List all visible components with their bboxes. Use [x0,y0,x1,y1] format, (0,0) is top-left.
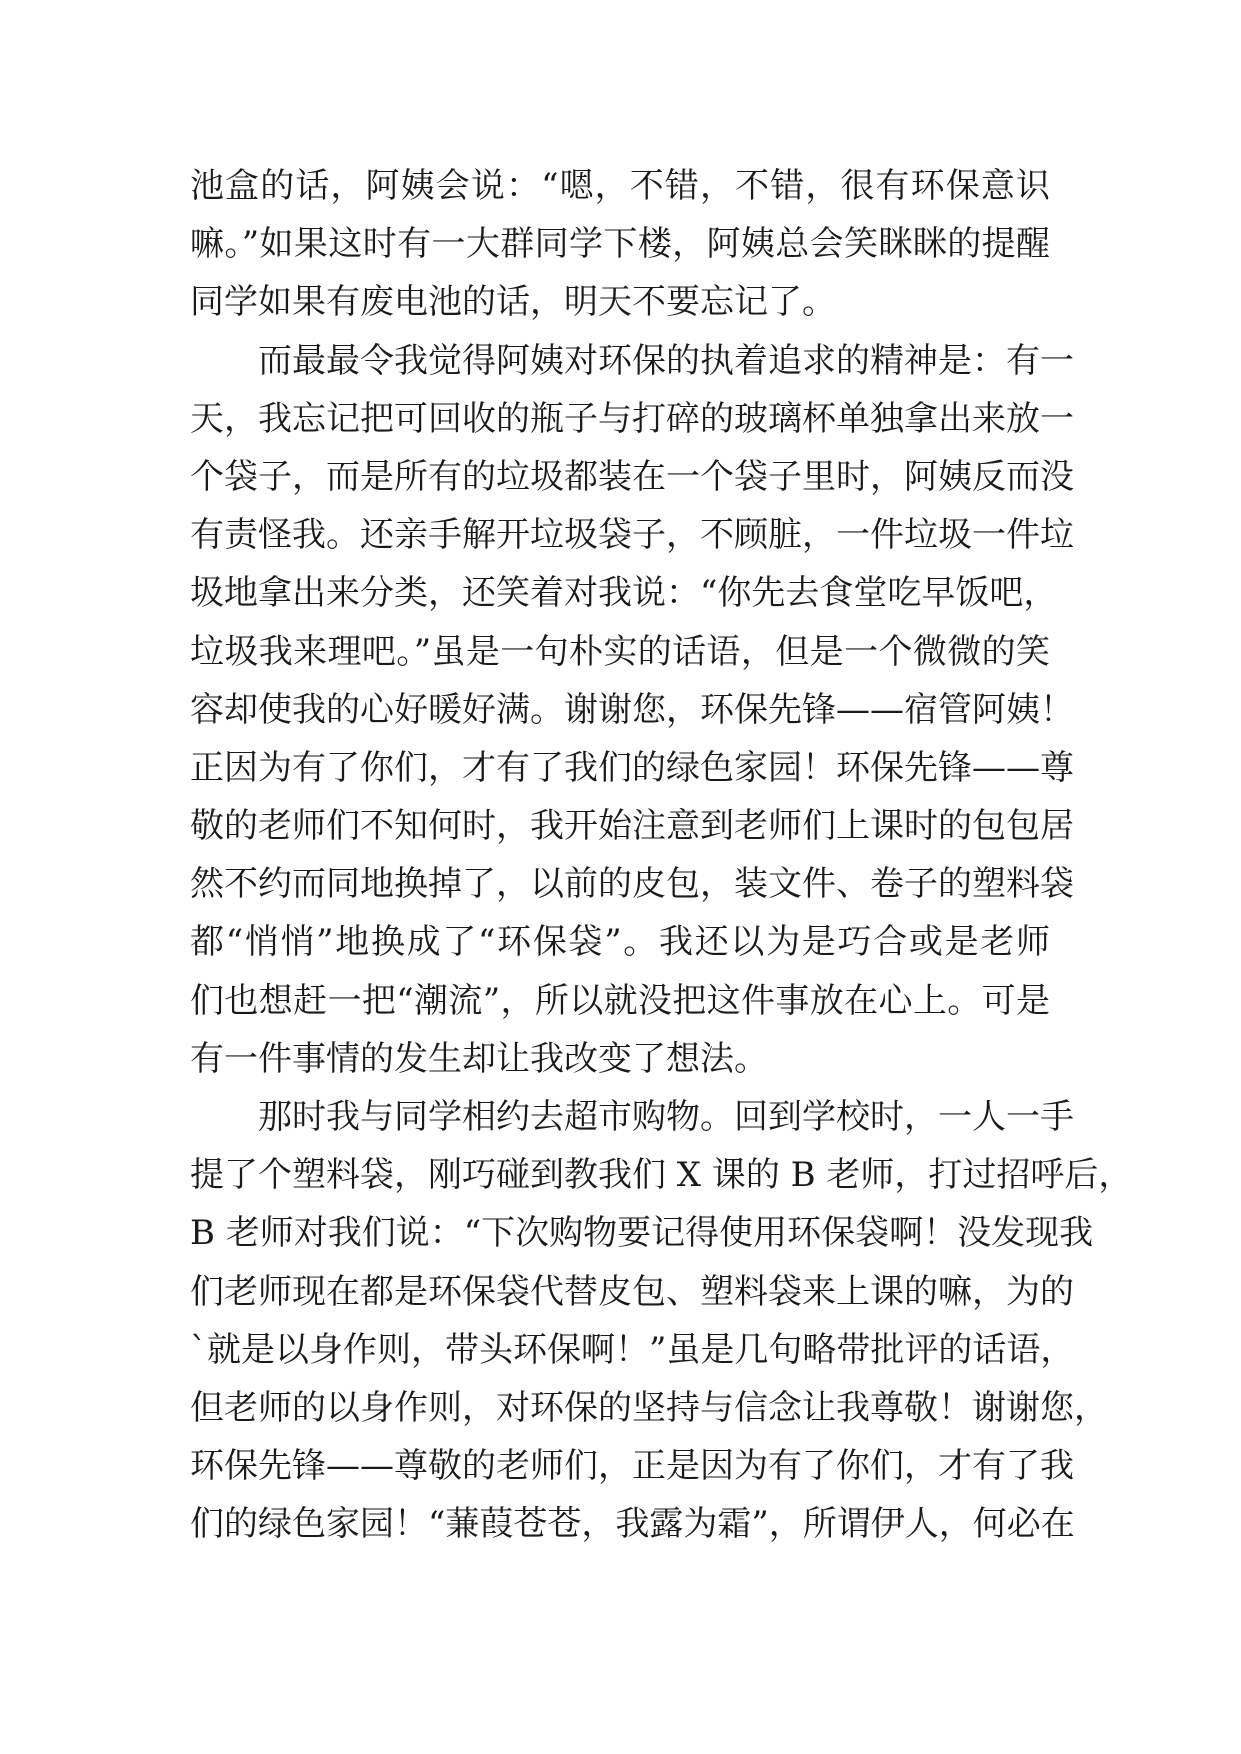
text-line: 但老师的以身作则，对环保的坚持与信念让我尊敬！谢谢您， [190,1387,1108,1428]
text-line: 提了个塑料袋，刚巧碰到教我们 X 课的 B 老师，打过招呼后， [190,1155,1133,1196]
text-line: 有责怪我。还亲手解开垃圾袋子，不顾脏，一件垃圾一件垃 [190,515,1074,556]
text-line: 天，我忘记把可回收的瓶子与打碎的玻璃杯单独拿出来放一 [190,398,1074,439]
text-line: `就是以身作则，带头环保啊！”虽是几句略带批评的话语， [190,1329,1075,1370]
text-line: 池盒的话，阿姨会说：“嗯，不错，不错，很有环保意识 [190,166,1050,206]
text-line: 垃圾我来理吧。”虽是一句朴实的话语，但是一个微微的笑 [190,631,1050,672]
text-line: 容却使我的心好暖好满。谢谢您，环保先锋——宿管阿姨！ [190,689,1074,730]
text-line: 环保先锋——尊敬的老师们，正是因为有了你们，才有了我 [190,1446,1074,1487]
text-line: 正因为有了你们，才有了我们的绿色家园！环保先锋——尊 [190,747,1074,788]
text-line: 同学如果有废电池的话，明天不要忘记了。 [190,282,836,323]
text-line: 敬的老师们不知何时，我开始注意到老师们上课时的包包居 [190,806,1074,847]
text-line: 都“悄悄”地换成了“环保袋”。我还以为是巧合或是老师 [190,922,1050,963]
text-line: 有一件事情的发生却让我改变了想法。 [190,1038,768,1079]
body-text [190,157,1133,1554]
text-line: 而最最令我觉得阿姨对环保的执着追求的精神是：有一 [258,340,1074,381]
text-line: B 老师对我们说：“下次购物要记得使用环保袋啊！没发现我 [190,1213,1094,1254]
text-line: 圾地拿出来分类，还笑着对我说：“你先去食堂吃早饭吧， [190,573,1058,614]
text-line: 个袋子，而是所有的垃圾都装在一个袋子里时，阿姨反而没 [190,456,1074,497]
text-line: 那时我与同学相约去超市购物。回到学校时，一人一手 [258,1097,1074,1137]
text-line: 然不约而同地换掉了，以前的皮包，装文件、卷子的塑料袋 [190,864,1074,905]
text-line: 们的绿色家园！“蒹葭苍苍，我露为霜”，所谓伊人，何必在 [190,1504,1075,1545]
text-line: 们老师现在都是环保袋代替皮包、塑料袋来上课的嘛，为的 [190,1271,1074,1312]
text-line: 们也想赶一把“潮流”，所以就没把这件事放在心上。可是 [190,980,1050,1021]
text-line: 嘛。”如果这时有一大群同学下楼，阿姨总会笑眯眯的提醒 [190,224,1050,265]
